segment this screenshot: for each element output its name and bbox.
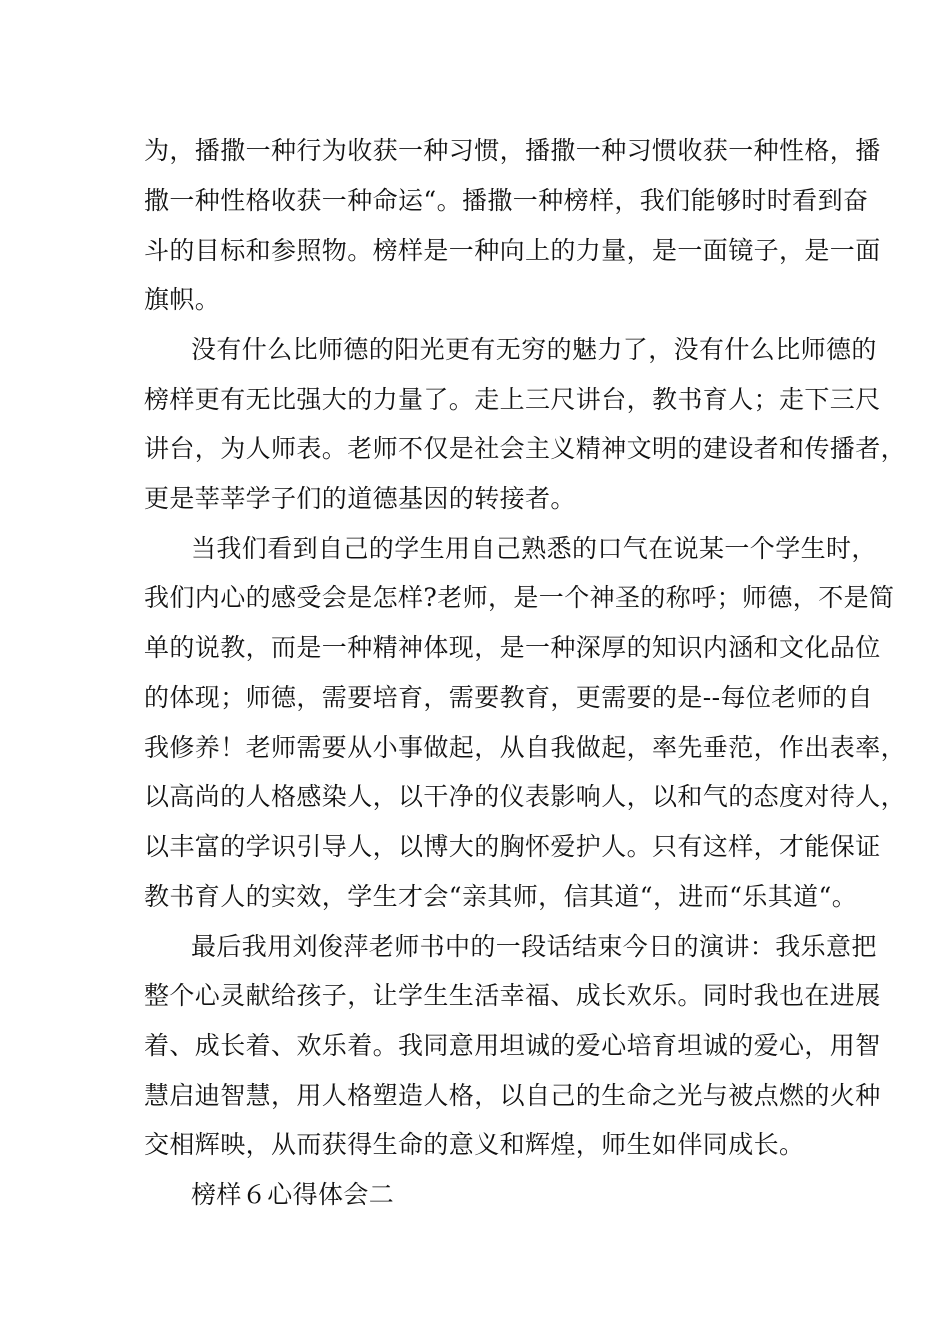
text-line: 交相辉映，从而获得生命的意义和辉煌，师生如伴同成长。 <box>144 1130 805 1159</box>
text-line: 教书育人的实效，学生才会“亲其师，信其道“，进而“乐其道“。 <box>144 882 858 911</box>
text-line: 旗帜。 <box>144 285 221 314</box>
text-line: 单的说教，而是一种精神体现，是一种深厚的知识内涵和文化品位 <box>144 633 881 662</box>
text-line: 斗的目标和参照物。榜样是一种向上的力量，是一面镜子，是一面 <box>144 236 881 265</box>
text-line: 更是莘莘学子们的道德基因的转接者。 <box>144 484 576 513</box>
text-line: 以丰富的学识引导人，以博大的胸怀爱护人。只有这样，才能保证 <box>144 832 881 861</box>
text-line: 着、成长着、欢乐着。我同意用坦诚的爱心培育坦诚的爱心，用智 <box>144 1031 881 1060</box>
text-line: 整个心灵献给孩子，让学生生活幸福、成长欢乐。同时我也在进展 <box>144 981 881 1010</box>
paragraph-first-line: 没有什么比师德的阳光更有无穷的魅力了，没有什么比师德的 <box>191 335 877 364</box>
paragraph-first-line: 最后我用刘俊萍老师书中的一段话结束今日的演讲：我乐意把 <box>191 932 877 961</box>
text-line: 为，播撒一种行为收获一种习惯，播撒一种习惯收获一种性格，播 <box>144 136 881 165</box>
section-heading: 榜样６心得体会二 <box>191 1180 395 1209</box>
text-line: 以高尚的人格感染人，以干净的仪表影响人，以和气的态度对待人， <box>144 782 907 811</box>
text-line: 慧启迪智慧，用人格塑造人格，以自己的生命之光与被点燃的火种 <box>144 1081 881 1110</box>
text-line: 的体现；师德，需要培育，需要教育，更需要的是--每位老师的自 <box>144 683 873 712</box>
text-line: 我修养！老师需要从小事做起，从自我做起，率先垂范，作出表率， <box>144 733 907 762</box>
text-line: 讲台，为人师表。老师不仅是社会主义精神文明的建设者和传播者， <box>144 434 907 463</box>
text-line: 撒一种性格收获一种命运“。播撒一种榜样，我们能够时时看到奋 <box>144 186 869 215</box>
text-line: 榜样更有无比强大的力量了。走上三尺讲台，教书育人；走下三尺 <box>144 385 881 414</box>
text-line: 我们内心的感受会是怎样?老师，是一个神圣的称呼；师德，不是简 <box>144 583 895 612</box>
paragraph-first-line: 当我们看到自己的学生用自己熟悉的口气在说某一个学生时， <box>191 534 877 563</box>
